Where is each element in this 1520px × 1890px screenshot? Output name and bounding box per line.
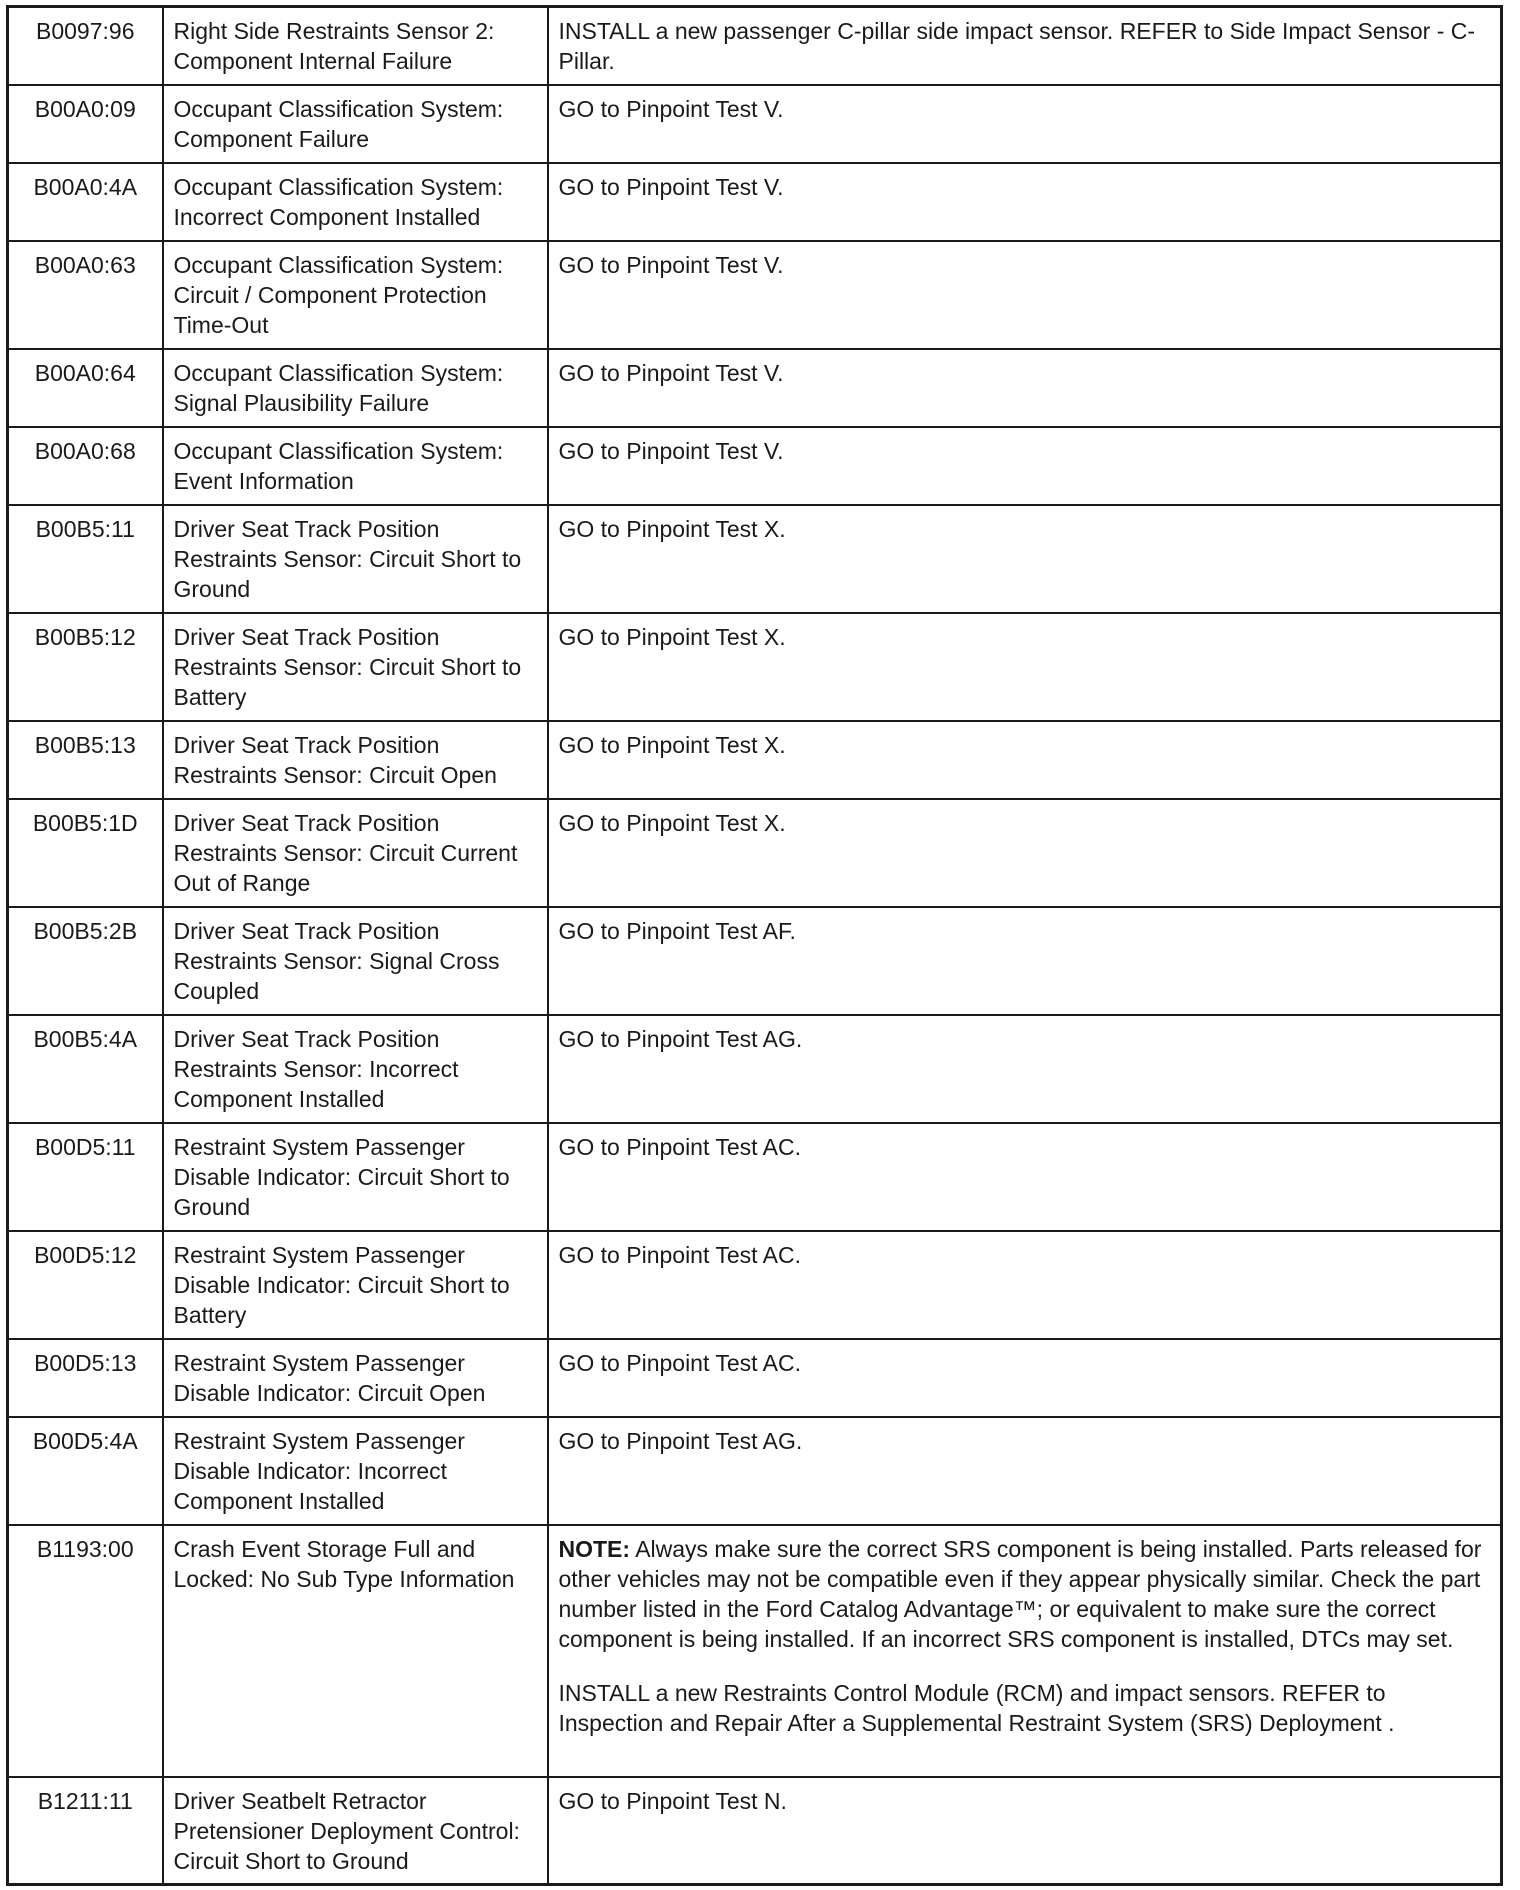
dtc-code: B00A0:4A bbox=[8, 163, 163, 241]
dtc-code: B00B5:1D bbox=[8, 799, 163, 907]
dtc-description: Driver Seat Track Position Restraints Sensor: Circuit Short to Battery bbox=[163, 613, 548, 721]
dtc-code: B00B5:12 bbox=[8, 613, 163, 721]
dtc-description: Occupant Classification System: Incorrect Component Installed bbox=[163, 163, 548, 241]
dtc-description: Restraint System Passenger Disable Indicator: Incorrect Component Installed bbox=[163, 1417, 548, 1525]
dtc-description: Occupant Classification System: Circuit / Component Protection Time-Out bbox=[163, 241, 548, 349]
dtc-description: Restraint System Passenger Disable Indicator: Circuit Short to Ground bbox=[163, 1123, 548, 1231]
dtc-table bbox=[6, 5, 1503, 1886]
dtc-code: B0097:96 bbox=[8, 7, 163, 85]
dtc-code: B00D5:4A bbox=[8, 1417, 163, 1525]
table-row bbox=[8, 1015, 1502, 1123]
dtc-description: Occupant Classification System: Signal Plausibility Failure bbox=[163, 349, 548, 427]
dtc-action: GO to Pinpoint Test X. bbox=[548, 721, 1502, 799]
dtc-code: B00A0:09 bbox=[8, 85, 163, 163]
dtc-description: Restraint System Passenger Disable Indicator: Circuit Open bbox=[163, 1339, 548, 1417]
table-row bbox=[8, 613, 1502, 721]
table-row bbox=[8, 1231, 1502, 1339]
dtc-action: GO to Pinpoint Test X. bbox=[548, 799, 1502, 907]
dtc-action: GO to Pinpoint Test N. bbox=[548, 1777, 1502, 1885]
table-row bbox=[8, 85, 1502, 163]
dtc-description: Driver Seat Track Position Restraints Sensor: Incorrect Component Installed bbox=[163, 1015, 548, 1123]
action-paragraph: INSTALL a new Restraints Control Module (RCM) and impact sensors. REFER to Inspection and Repair After a Supplemental Restraint System (SRS) Deployment . bbox=[558, 1679, 1395, 1736]
dtc-description: Crash Event Storage Full and Locked: No Sub Type Information bbox=[163, 1525, 548, 1777]
dtc-code: B00B5:4A bbox=[8, 1015, 163, 1123]
dtc-action: GO to Pinpoint Test AC. bbox=[548, 1123, 1502, 1231]
dtc-code: B1211:11 bbox=[8, 1777, 163, 1885]
dtc-action: GO to Pinpoint Test V. bbox=[548, 163, 1502, 241]
table-row bbox=[8, 1123, 1502, 1231]
dtc-description: Right Side Restraints Sensor 2: Component Internal Failure bbox=[163, 7, 548, 85]
dtc-description: Driver Seat Track Position Restraints Sensor: Signal Cross Coupled bbox=[163, 907, 548, 1015]
dtc-code: B00B5:11 bbox=[8, 505, 163, 613]
note-text: Always make sure the correct SRS component is being installed. Parts released for other vehicles may not be compatible even if they appear physically similar. Check the part number listed in the Ford Catalog Advantage™; or equivalent to make sure the correct component is being installed. If an incorrect SRS component is installed, DTCs may set. bbox=[558, 1535, 1482, 1652]
dtc-action: GO to Pinpoint Test X. bbox=[548, 613, 1502, 721]
dtc-action: GO to Pinpoint Test V. bbox=[548, 349, 1502, 427]
table-row bbox=[8, 1777, 1502, 1885]
table-row bbox=[8, 241, 1502, 349]
table-row bbox=[8, 721, 1502, 799]
dtc-description: Driver Seat Track Position Restraints Sensor: Circuit Current Out of Range bbox=[163, 799, 548, 907]
dtc-code: B00D5:12 bbox=[8, 1231, 163, 1339]
dtc-action bbox=[548, 1525, 1502, 1777]
table-row bbox=[8, 427, 1502, 505]
dtc-code: B00B5:13 bbox=[8, 721, 163, 799]
dtc-description: Occupant Classification System: Event Information bbox=[163, 427, 548, 505]
table-row bbox=[8, 163, 1502, 241]
dtc-action: GO to Pinpoint Test V. bbox=[548, 427, 1502, 505]
dtc-action: GO to Pinpoint Test V. bbox=[548, 85, 1502, 163]
dtc-description: Occupant Classification System: Component Failure bbox=[163, 85, 548, 163]
table-row bbox=[8, 1525, 1502, 1777]
table-row bbox=[8, 1417, 1502, 1525]
table-row bbox=[8, 349, 1502, 427]
dtc-action: GO to Pinpoint Test AG. bbox=[548, 1417, 1502, 1525]
dtc-action: GO to Pinpoint Test AC. bbox=[548, 1231, 1502, 1339]
dtc-code: B00D5:13 bbox=[8, 1339, 163, 1417]
dtc-description: Driver Seatbelt Retractor Pretensioner Deployment Control: Circuit Short to Ground bbox=[163, 1777, 548, 1885]
table-row bbox=[8, 7, 1502, 85]
note-label: NOTE: bbox=[558, 1535, 631, 1562]
dtc-code: B00A0:63 bbox=[8, 241, 163, 349]
table-row bbox=[8, 907, 1502, 1015]
dtc-action: INSTALL a new passenger C-pillar side impact sensor. REFER to Side Impact Sensor - C-Pillar. bbox=[548, 7, 1502, 85]
dtc-code: B00B5:2B bbox=[8, 907, 163, 1015]
dtc-description: Driver Seat Track Position Restraints Sensor: Circuit Short to Ground bbox=[163, 505, 548, 613]
table-row bbox=[8, 1339, 1502, 1417]
dtc-code: B1193:00 bbox=[8, 1525, 163, 1777]
dtc-action: GO to Pinpoint Test V. bbox=[548, 241, 1502, 349]
dtc-action: GO to Pinpoint Test AG. bbox=[548, 1015, 1502, 1123]
dtc-code: B00A0:68 bbox=[8, 427, 163, 505]
dtc-action: GO to Pinpoint Test AC. bbox=[548, 1339, 1502, 1417]
dtc-action: GO to Pinpoint Test AF. bbox=[548, 907, 1502, 1015]
table-row bbox=[8, 799, 1502, 907]
note-paragraph bbox=[559, 1534, 1491, 1654]
dtc-code: B00A0:64 bbox=[8, 349, 163, 427]
dtc-code: B00D5:11 bbox=[8, 1123, 163, 1231]
table-row bbox=[8, 505, 1502, 613]
dtc-action: GO to Pinpoint Test X. bbox=[548, 505, 1502, 613]
dtc-description: Driver Seat Track Position Restraints Sensor: Circuit Open bbox=[163, 721, 548, 799]
dtc-description: Restraint System Passenger Disable Indicator: Circuit Short to Battery bbox=[163, 1231, 548, 1339]
